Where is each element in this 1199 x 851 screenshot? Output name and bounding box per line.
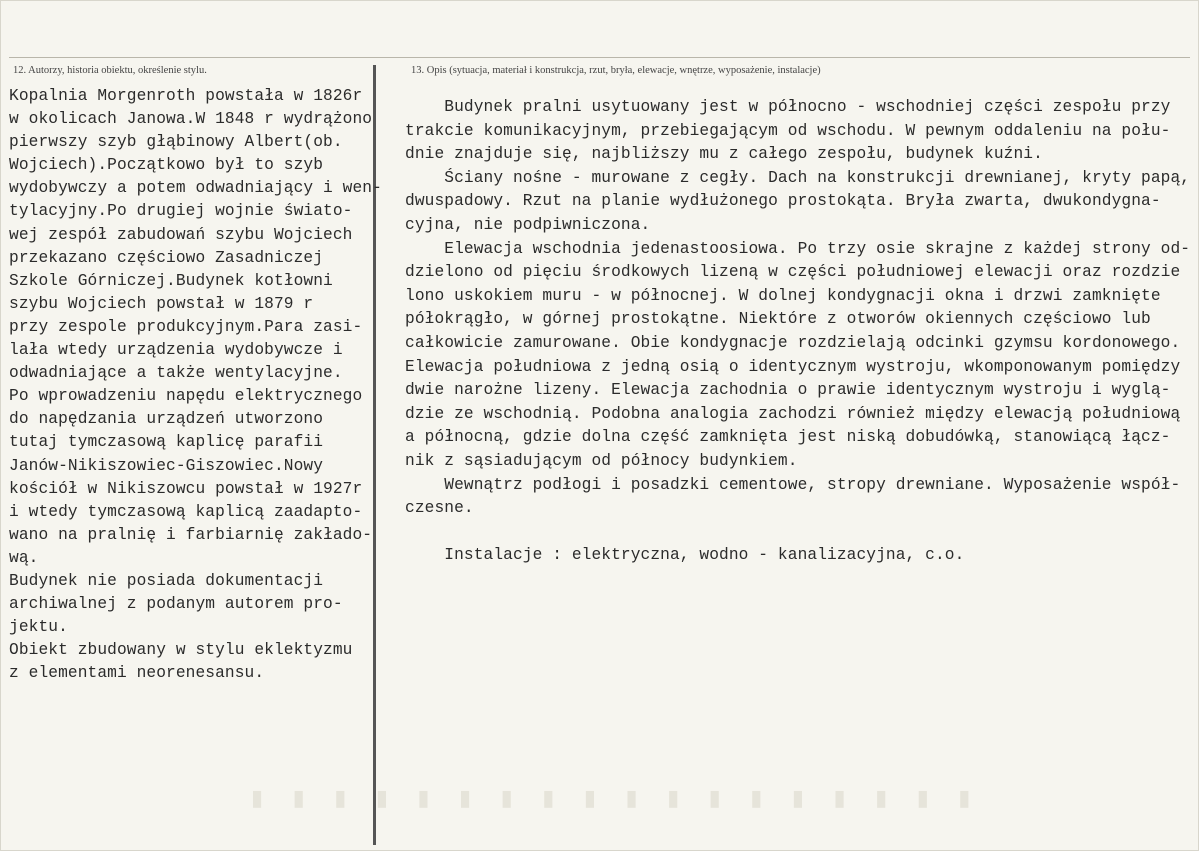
text-line: archiwalnej z podanym autorem pro- <box>9 595 343 614</box>
text-line: z elementami neorenesansu. <box>9 664 265 683</box>
text-line: dzie ze wschodnią. Podobna analogia zachodzi również między elewacją południową <box>405 404 1181 423</box>
text-line: Ściany nośne - murowane z cegły. Dach na konstrukcji drewnianej, kryty papą, <box>405 168 1191 187</box>
text-line: w okolicach Janowa.W 1848 r wydrążono <box>9 110 373 129</box>
text-line: Budynek nie posiada dokumentacji <box>9 571 324 590</box>
text-line <box>405 521 1195 545</box>
text-line: dzielono od pięciu środkowych lizeną w części południowej elewacji oraz rozdzie <box>405 263 1181 282</box>
text-line: Wojciech).Początkowo był to szyb <box>9 156 324 175</box>
text-line: dnie znajduje się, najbliższy mu z całego zespołu, budynek kuźni. <box>405 145 1043 164</box>
text-line: Instalacje : elektryczna, wodno - kanalizacyjna, c.o. <box>405 546 965 565</box>
text-line: tutaj tymczasową kaplicę parafii <box>9 433 324 452</box>
text-line: trakcie komunikacyjnym, przebiegającym od wschodu. W pewnym oddaleniu na połu- <box>405 121 1171 140</box>
text-line: Elewacja wschodnia jedenastoosiowa. Po trzy osie skrajne z każdej strony od- <box>405 239 1191 258</box>
text-line: odwadniające a także wentylacyjne. <box>9 364 343 383</box>
text-line: kościół w Nikiszowcu powstał w 1927r <box>9 479 363 498</box>
text-line: Janów-Nikiszowiec-Giszowiec.Nowy <box>9 456 324 475</box>
text-line: Elewacja południowa z jedną osią o identycznym wystroju, wkomponowanym pomiędzy <box>405 357 1181 376</box>
text-line: Wewnątrz podłogi i posadzki cementowe, stropy drewniane. Wyposażenie współ- <box>405 475 1181 494</box>
description-text <box>405 96 1195 568</box>
text-line: a północną, gdzie dolna część zamknięta jest niską dobudówką, stanowiącą łącz- <box>405 428 1171 447</box>
history-text <box>9 85 387 685</box>
top-rule <box>9 57 1190 58</box>
text-line: półokrągło, w górnej prostokątne. Niektóre z otworów okiennych częściowo lub <box>405 310 1151 329</box>
text-line: dwuspadowy. Rzut na planie wydłużonego prostokąta. Bryła zwarta, dwukondygna- <box>405 192 1161 211</box>
text-line: i wtedy tymczasową kaplicą zaadapto- <box>9 502 363 521</box>
text-line: przekazano częściowo Zasadniczej <box>9 248 324 267</box>
text-line: wydobywczy a potem odwadniający i wen- <box>9 179 382 198</box>
text-line: pierwszy szyb głąbinowy Albert(ob. <box>9 133 343 152</box>
text-line: lała wtedy urządzenia wydobywcze i <box>9 341 343 360</box>
text-line: wano na pralnię i farbiarnię zakłado- <box>9 525 373 544</box>
watermark-ghost-text: ▮ ▮ ▮ ▮ ▮ ▮ ▮ ▮ ▮ ▮ ▮ ▮ ▮ ▮ ▮ ▮ ▮ ▮ <box>251 785 983 810</box>
text-line: wą. <box>9 548 39 567</box>
text-line: szybu Wojciech powstał w 1879 r <box>9 294 314 313</box>
text-line: cyjna, nie podpiwniczona. <box>405 215 651 234</box>
text-line: lono uskokiem muru - w północnej. W dolnej kondygnacji okna i drzwi zamknięte <box>405 286 1161 305</box>
text-line: jektu. <box>9 618 68 637</box>
text-line: dwie narożne lizeny. Elewacja zachodnia o prawie identycznym wystroju i wyglą- <box>405 381 1171 400</box>
text-line: czesne. <box>405 499 474 518</box>
text-line: Po wprowadzeniu napędu elektrycznego <box>9 387 363 406</box>
text-line: nik z sąsiadującym od północy budynkiem. <box>405 451 798 470</box>
section-13-heading: 13. Opis (sytuacja, materiał i konstrukcja, rzut, bryła, elewacje, wnętrze, wyposażenie, instalacje) <box>411 65 821 76</box>
text-line: całkowicie zamurowane. Obie kondygnacje rozdzielają odcinki gzymsu kordonowego. <box>405 333 1181 352</box>
text-line: wej zespół zabudowań szybu Wojciech <box>9 225 353 244</box>
text-line: do napędzania urządzeń utworzono <box>9 410 324 429</box>
section-12-heading: 12. Autorzy, historia obiektu, określenie stylu. <box>13 65 207 76</box>
text-line: Obiekt zbudowany w stylu eklektyzmu <box>9 641 353 660</box>
text-line: Budynek pralni usytuowany jest w północno - wschodniej części zespołu przy <box>405 98 1171 116</box>
text-line: Kopalnia Morgenroth powstała w 1826r <box>9 87 363 105</box>
text-line: Szkole Górniczej.Budynek kotłowni <box>9 271 333 290</box>
text-line: przy zespole produkcyjnym.Para zasi- <box>9 317 363 336</box>
text-line: tylacyjny.Po drugiej wojnie świato- <box>9 202 353 221</box>
